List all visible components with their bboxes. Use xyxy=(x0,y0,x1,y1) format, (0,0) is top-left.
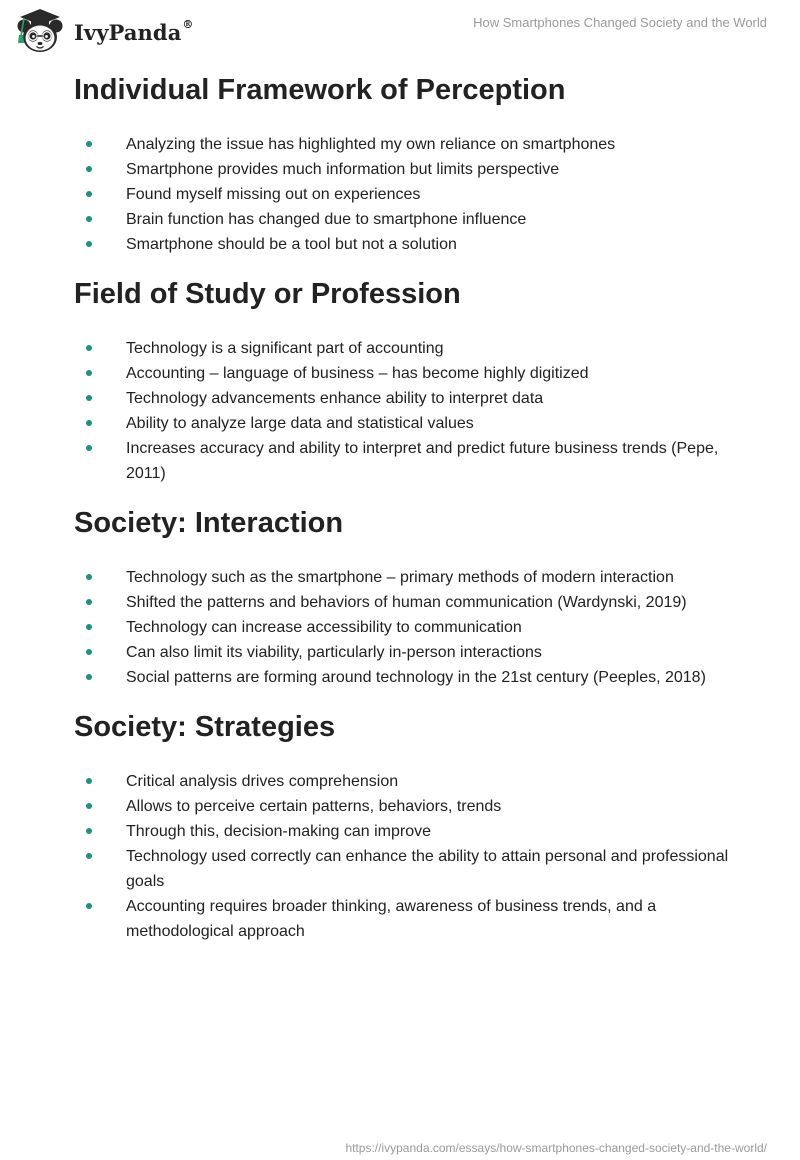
section-heading: Society: Strategies xyxy=(74,711,336,743)
source-url-link[interactable]: https://ivypanda.com/essays/how-smartphones-changed-society-and-the-world/ xyxy=(345,1141,767,1155)
list-item xyxy=(74,386,754,411)
list-item xyxy=(74,590,754,615)
list-item xyxy=(74,157,754,182)
list-item xyxy=(74,844,754,894)
list-item-text: Shifted the patterns and behaviors of human communication (Wardynski, 2019) xyxy=(126,594,687,611)
list-item-text: Technology used correctly can enhance the ability to attain personal and professional goals xyxy=(126,848,729,890)
list-item xyxy=(74,132,754,157)
section-society-interaction xyxy=(74,501,754,690)
bullet-dot-icon xyxy=(86,649,92,655)
list-item xyxy=(74,769,754,794)
bullet-dot-icon xyxy=(86,191,92,197)
section-heading: Society: Interaction xyxy=(74,507,344,539)
list-item xyxy=(74,207,754,232)
list-item-text: Brain function has changed due to smartphone influence xyxy=(126,211,527,228)
brand-name xyxy=(74,17,194,45)
list-item-text: Allows to perceive certain patterns, behaviors, trends xyxy=(126,798,502,815)
list-item-text: Technology advancements enhance ability to interpret data xyxy=(126,390,544,407)
ivypanda-logo[interactable] xyxy=(14,6,194,56)
document-body xyxy=(74,68,754,944)
bullet-dot-icon xyxy=(86,395,92,401)
list-item-text: Analyzing the issue has highlighted my own reliance on smartphones xyxy=(126,136,616,153)
bullet-dot-icon xyxy=(86,216,92,222)
panda-graduate-icon xyxy=(14,6,66,56)
section-heading: Individual Framework of Perception xyxy=(74,74,566,106)
list-item xyxy=(74,411,754,436)
bullet-dot-icon xyxy=(86,420,92,426)
list-item xyxy=(74,640,754,665)
bullet-list xyxy=(74,336,754,486)
bullet-dot-icon xyxy=(86,853,92,859)
document-title: How Smartphones Changed Society and the World xyxy=(473,15,767,30)
bullet-dot-icon xyxy=(86,903,92,909)
section-society-strategies xyxy=(74,705,754,944)
list-item-text: Technology can increase accessibility to communication xyxy=(126,619,522,636)
bullet-dot-icon xyxy=(86,141,92,147)
list-item-text: Found myself missing out on experiences xyxy=(126,186,421,203)
list-item-text: Increases accuracy and ability to interpret and predict future business trends (Pepe, 2011) xyxy=(126,440,719,482)
brand-name-text: IvyPanda xyxy=(74,19,182,45)
list-item-text: Ability to analyze large data and statistical values xyxy=(126,415,474,432)
list-item xyxy=(74,665,754,690)
list-item xyxy=(74,794,754,819)
list-item xyxy=(74,894,754,944)
bullet-dot-icon xyxy=(86,370,92,376)
bullet-dot-icon xyxy=(86,803,92,809)
list-item-text: Through this, decision-making can improve xyxy=(126,823,432,840)
list-item-text: Can also limit its viability, particularly in-person interactions xyxy=(126,644,542,661)
list-item xyxy=(74,182,754,207)
bullet-dot-icon xyxy=(86,574,92,580)
list-item-text: Technology is a significant part of accounting xyxy=(126,340,444,357)
list-item xyxy=(74,565,754,590)
bullet-dot-icon xyxy=(86,445,92,451)
bullet-dot-icon xyxy=(86,599,92,605)
list-item-text: Accounting requires broader thinking, awareness of business trends, and a methodological approach xyxy=(126,898,657,940)
list-item-text: Accounting – language of business – has become highly digitized xyxy=(126,365,589,382)
bullet-list xyxy=(74,132,754,257)
list-item xyxy=(74,819,754,844)
section-field-of-study xyxy=(74,272,754,486)
bullet-list xyxy=(74,565,754,690)
section-heading: Field of Study or Profession xyxy=(74,278,461,310)
list-item-text: Social patterns are forming around technology in the 21st century (Peeples, 2018) xyxy=(126,669,706,686)
bullet-dot-icon xyxy=(86,778,92,784)
bullet-dot-icon xyxy=(86,828,92,834)
bullet-dot-icon xyxy=(86,345,92,351)
bullet-list xyxy=(74,769,754,944)
list-item-text: Smartphone provides much information but limits perspective xyxy=(126,161,560,178)
page-header xyxy=(0,0,800,60)
bullet-dot-icon xyxy=(86,241,92,247)
bullet-dot-icon xyxy=(86,624,92,630)
list-item-text: Smartphone should be a tool but not a solution xyxy=(126,236,457,253)
list-item-text: Critical analysis drives comprehension xyxy=(126,773,399,790)
bullet-dot-icon xyxy=(86,674,92,680)
list-item-text: Technology such as the smartphone – primary methods of modern interaction xyxy=(126,569,674,586)
list-item xyxy=(74,361,754,386)
registered-mark: ® xyxy=(182,17,194,31)
bullet-dot-icon xyxy=(86,166,92,172)
list-item xyxy=(74,615,754,640)
list-item xyxy=(74,336,754,361)
section-individual-framework xyxy=(74,68,754,257)
list-item xyxy=(74,436,754,486)
list-item xyxy=(74,232,754,257)
